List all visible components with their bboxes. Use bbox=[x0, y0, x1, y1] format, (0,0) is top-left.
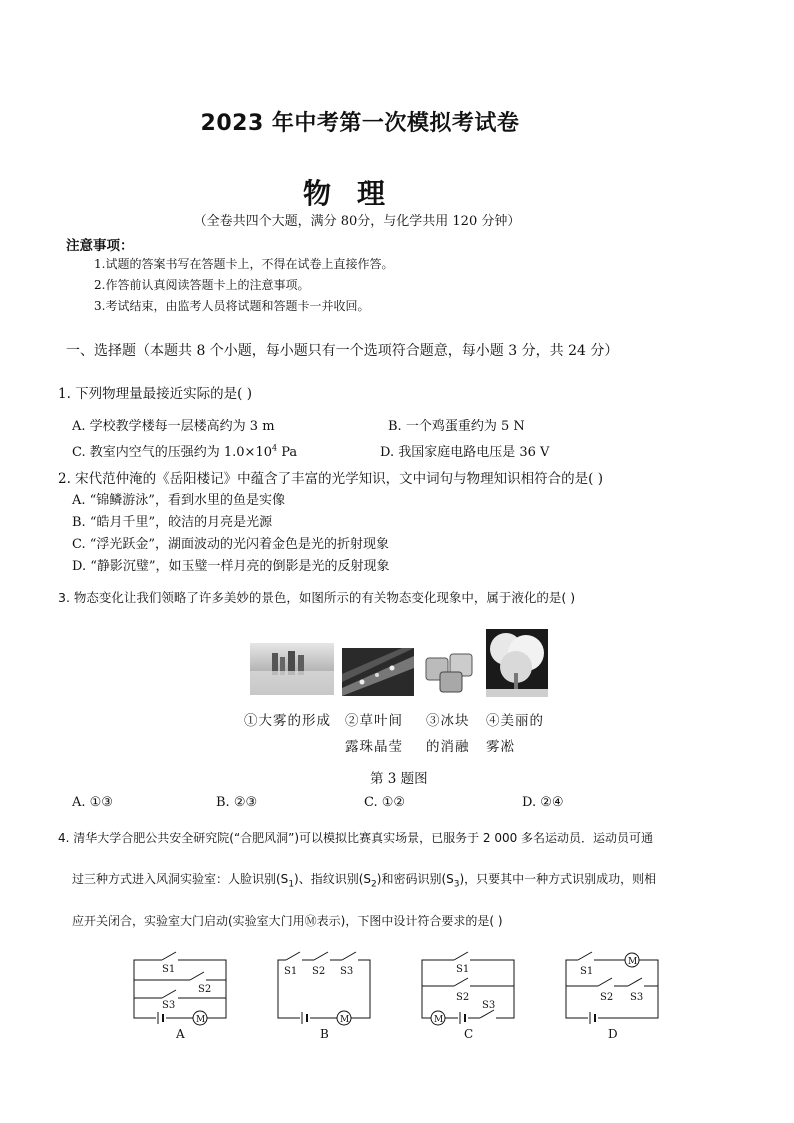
exam-subnote: （全卷共四个大题，满分 80分，与化学共用 120 分钟） bbox=[193, 214, 521, 229]
notice-item: 1.试题的答案书写在答题卡上，不得在试卷上直接作答。 bbox=[94, 257, 394, 271]
switch-label: S1 bbox=[162, 964, 176, 975]
question-3-option-b: B. ②③ bbox=[216, 795, 258, 810]
svg-text:D: D bbox=[608, 1027, 618, 1041]
figure-caption-4b: 雾凇 bbox=[486, 739, 515, 755]
svg-text:S2: S2 bbox=[456, 992, 470, 1003]
question-4-line-1: 4. 清华大学合肥公共安全研究院(“合肥风洞”)可以模拟比赛真实场景，已服务于 2 000 多名运动员．运动员可通 bbox=[58, 831, 654, 845]
svg-text:M: M bbox=[628, 957, 638, 967]
switch-label: S3 bbox=[162, 1000, 176, 1011]
circuit-label: A bbox=[176, 1027, 185, 1041]
circuit-diagrams bbox=[120, 946, 700, 1046]
question-2-stem: 2. 宋代范仲淹的《岳阳楼记》中蕴含了丰富的光学知识，文中词句与物理知识相符合的是( ) bbox=[58, 471, 603, 487]
question-2-option-c: C. “浮光跃金”，湖面波动的光闪着金色是光的折射现象 bbox=[72, 537, 390, 552]
question-4-line-2: 过三种方式进入风洞实验室：人脸识别$(S_1)$、指纹识别$(S_2)$和密码识别$(S_3)$，只要其中一种方式识别成功，则相 bbox=[72, 872, 657, 890]
svg-text:S3: S3 bbox=[340, 966, 354, 977]
question-1-option-a: A. 学校教学楼每一层楼高约为 3 m bbox=[72, 419, 275, 434]
question-2-option-b: B. “皓月千里”，皎洁的月亮是光源 bbox=[72, 515, 273, 530]
svg-text:M: M bbox=[434, 1015, 444, 1025]
question-1-stem: 1. 下列物理量最接近实际的是( ) bbox=[58, 386, 252, 402]
svg-text:S1: S1 bbox=[456, 964, 470, 975]
question-1-option-b: B. 一个鸡蛋重约为 5 N bbox=[388, 419, 525, 434]
question-2-option-d: D. “静影沉璧”，如玉璧一样月亮的倒影是光的反射现象 bbox=[72, 559, 390, 574]
switch-label: S2 bbox=[198, 984, 212, 995]
svg-text:C: C bbox=[464, 1027, 474, 1041]
figure-caption-1: ①大雾的形成 bbox=[244, 713, 331, 729]
question-3-option-d: D. ②④ bbox=[522, 795, 564, 810]
figure-caption-2b: 露珠晶莹 bbox=[345, 739, 403, 755]
svg-text:B: B bbox=[320, 1027, 329, 1041]
notice-item: 2.作答前认真阅读答题卡上的注意事项。 bbox=[94, 278, 310, 292]
svg-text:S3: S3 bbox=[482, 1000, 496, 1011]
dew-photo bbox=[342, 648, 414, 696]
circuit-a bbox=[134, 952, 226, 1041]
svg-text:S2: S2 bbox=[600, 992, 614, 1003]
figure-caption-4: ④美丽的 bbox=[486, 713, 544, 729]
svg-text:M: M bbox=[340, 1015, 350, 1025]
svg-text:S1: S1 bbox=[284, 966, 298, 977]
question-4-line-3: 应开关闭合，实验室大门启动(实验室大门用Ⓜ表示)，下图中设计符合要求的是( ) bbox=[72, 914, 503, 928]
question-3-option-a: A. ①③ bbox=[72, 795, 113, 810]
question-3-option-c: C. ①② bbox=[364, 795, 406, 810]
question-3-stem: 3. 物态变化让我们领略了许多美妙的景色，如图所示的有关物态变化现象中，属于液化的是( ) bbox=[58, 590, 576, 605]
circuit-c bbox=[422, 952, 514, 1041]
question-2-option-a: A. “锦鳞游泳”，看到水里的鱼是实像 bbox=[72, 493, 285, 508]
question-1-option-d: D. 我国家庭电路电压是 36 V bbox=[380, 445, 550, 460]
circuit-b bbox=[278, 952, 370, 1041]
figure-caption-3b: 的消融 bbox=[426, 739, 470, 755]
circuit-d bbox=[566, 952, 658, 1041]
figure-caption-3: ③冰块 bbox=[426, 713, 470, 729]
motor-label: M bbox=[196, 1015, 206, 1025]
section-heading: 一、选择题（本题共 8 个小题，每小题只有一个选项符合题意，每小题 3 分，共 24 分） bbox=[66, 343, 619, 359]
subject-title: 物理 bbox=[302, 177, 411, 210]
ice-photo bbox=[422, 650, 478, 696]
figure-caption-2: ②草叶间 bbox=[345, 713, 403, 729]
notice-heading: 注意事项： bbox=[66, 238, 134, 254]
exam-title: 2023 年中考第一次模拟考试卷 bbox=[200, 111, 520, 136]
question-1-option-c: C. 教室内空气的压强约为 $1.0\times 10^4$ Pa bbox=[72, 443, 298, 460]
notice-item: 3.考试结束，由监考人员将试题和答题卡一并收回。 bbox=[94, 299, 370, 313]
svg-text:S3: S3 bbox=[630, 992, 644, 1003]
svg-text:S1: S1 bbox=[580, 966, 594, 977]
rime-photo bbox=[486, 629, 548, 697]
fog-photo bbox=[250, 643, 334, 695]
figure-label: 第 3 题图 bbox=[370, 771, 428, 787]
svg-text:S2: S2 bbox=[312, 966, 326, 977]
